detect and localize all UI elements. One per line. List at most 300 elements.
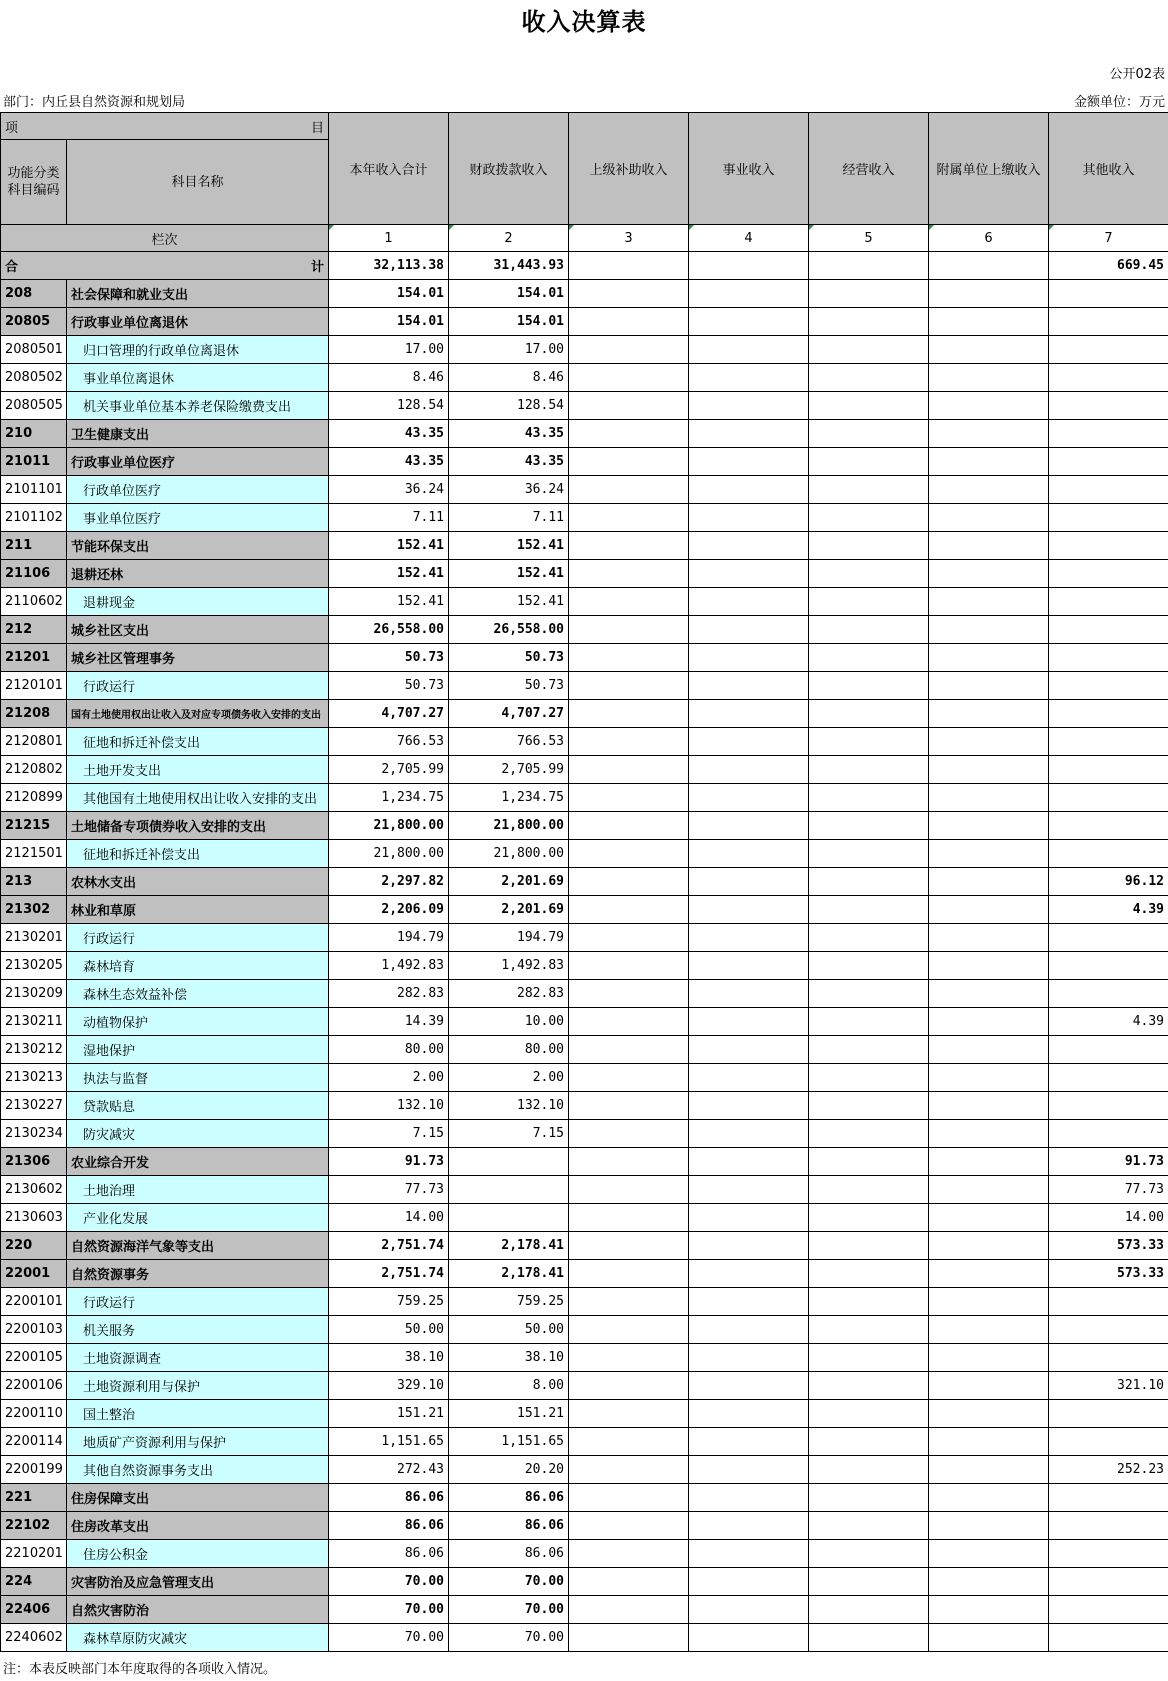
row-name: 国有土地使用权出让收入及对应专项债务收入安排的支出 xyxy=(67,700,329,728)
row-value xyxy=(689,588,809,616)
row-name: 土地治理 xyxy=(67,1176,329,1204)
row-value xyxy=(929,1176,1049,1204)
row-code: 22001 xyxy=(1,1260,67,1288)
row-value xyxy=(1049,616,1168,644)
total-label-left: 合 xyxy=(5,260,19,275)
total-value xyxy=(569,252,689,280)
row-value xyxy=(809,532,929,560)
row-value xyxy=(809,1092,929,1120)
row-value xyxy=(689,1624,809,1652)
row-code: 2130212 xyxy=(1,1036,67,1064)
row-value xyxy=(689,1344,809,1372)
row-name: 住房改革支出 xyxy=(67,1512,329,1540)
seq-number: 2 xyxy=(449,225,569,252)
row-name: 其他自然资源事务支出 xyxy=(67,1456,329,1484)
row-value: 321.10 xyxy=(1049,1372,1168,1400)
row-value xyxy=(809,728,929,756)
row-value xyxy=(569,616,689,644)
row-value xyxy=(569,560,689,588)
row-value: 14.39 xyxy=(329,1008,449,1036)
row-value xyxy=(1049,980,1168,1008)
table-row xyxy=(1,1512,1168,1540)
row-value xyxy=(1049,364,1168,392)
row-value xyxy=(929,980,1049,1008)
row-value: 573.33 xyxy=(1049,1232,1168,1260)
row-value: 132.10 xyxy=(449,1092,569,1120)
row-value xyxy=(689,784,809,812)
row-code: 21201 xyxy=(1,644,67,672)
row-value xyxy=(1049,812,1168,840)
seq-number: 3 xyxy=(569,225,689,252)
row-name: 行政运行 xyxy=(67,924,329,952)
seq-number: 1 xyxy=(329,225,449,252)
row-value xyxy=(929,532,1049,560)
row-value: 2,201.69 xyxy=(449,868,569,896)
row-name: 森林培育 xyxy=(67,952,329,980)
row-value xyxy=(569,1372,689,1400)
row-value xyxy=(569,728,689,756)
row-value: 70.00 xyxy=(449,1596,569,1624)
table-row xyxy=(1,1596,1168,1624)
row-value xyxy=(689,1428,809,1456)
total-label-right: 计 xyxy=(310,260,324,275)
row-value: 4.39 xyxy=(1049,896,1168,924)
row-code: 21106 xyxy=(1,560,67,588)
row-value xyxy=(569,756,689,784)
row-value: 2,297.82 xyxy=(329,868,449,896)
table-row xyxy=(1,672,1168,700)
row-value xyxy=(1049,672,1168,700)
row-code: 21011 xyxy=(1,448,67,476)
row-value xyxy=(569,1148,689,1176)
row-name: 自然资源海洋气象等支出 xyxy=(67,1232,329,1260)
row-code: 210 xyxy=(1,420,67,448)
row-name: 贷款贴息 xyxy=(67,1092,329,1120)
table-row xyxy=(1,1316,1168,1344)
row-name: 城乡社区支出 xyxy=(67,616,329,644)
row-value: 91.73 xyxy=(329,1148,449,1176)
row-value xyxy=(929,952,1049,980)
row-value: 1,234.75 xyxy=(329,784,449,812)
row-value: 1,234.75 xyxy=(449,784,569,812)
row-value xyxy=(689,1232,809,1260)
row-value: 70.00 xyxy=(329,1624,449,1652)
seq-number: 5 xyxy=(809,225,929,252)
row-value xyxy=(1049,532,1168,560)
row-value: 2,705.99 xyxy=(329,756,449,784)
row-value: 91.73 xyxy=(1049,1148,1168,1176)
row-value xyxy=(569,644,689,672)
row-value: 14.00 xyxy=(1049,1204,1168,1232)
row-value xyxy=(569,700,689,728)
row-value xyxy=(569,1540,689,1568)
row-name: 防灾减灾 xyxy=(67,1120,329,1148)
row-value xyxy=(809,924,929,952)
row-value: 282.83 xyxy=(329,980,449,1008)
row-value xyxy=(1049,840,1168,868)
row-value xyxy=(569,1288,689,1316)
row-value xyxy=(809,1372,929,1400)
row-value: 759.25 xyxy=(329,1288,449,1316)
row-value xyxy=(689,280,809,308)
row-value xyxy=(809,644,929,672)
row-value xyxy=(1049,1120,1168,1148)
row-code: 2130201 xyxy=(1,924,67,952)
row-code: 21208 xyxy=(1,700,67,728)
table-row xyxy=(1,952,1168,980)
row-value: 96.12 xyxy=(1049,868,1168,896)
row-value xyxy=(809,1344,929,1372)
row-value xyxy=(569,1568,689,1596)
row-value xyxy=(809,868,929,896)
row-name: 退耕现金 xyxy=(67,588,329,616)
row-value xyxy=(1049,392,1168,420)
total-value xyxy=(809,252,929,280)
row-value: 17.00 xyxy=(449,336,569,364)
row-value: 4,707.27 xyxy=(449,700,569,728)
row-code: 21215 xyxy=(1,812,67,840)
footnote: 注：本表反映部门本年度取得的各项收入情况。 xyxy=(3,1662,277,1677)
row-value xyxy=(689,392,809,420)
row-value: 21,800.00 xyxy=(449,840,569,868)
row-value xyxy=(809,1148,929,1176)
row-value xyxy=(689,1484,809,1512)
row-value: 21,800.00 xyxy=(329,840,449,868)
row-name: 森林生态效益补偿 xyxy=(67,980,329,1008)
row-value: 154.01 xyxy=(329,280,449,308)
row-value xyxy=(1049,560,1168,588)
table-row xyxy=(1,1176,1168,1204)
row-name: 农业综合开发 xyxy=(67,1148,329,1176)
table-row xyxy=(1,980,1168,1008)
row-value xyxy=(809,392,929,420)
table-row xyxy=(1,280,1168,308)
row-value xyxy=(689,868,809,896)
row-value xyxy=(929,1064,1049,1092)
row-value xyxy=(809,1176,929,1204)
row-value xyxy=(1049,784,1168,812)
row-value xyxy=(569,1512,689,1540)
row-value xyxy=(569,364,689,392)
row-name: 土地资源利用与保护 xyxy=(67,1372,329,1400)
col-header-2: 财政拨款收入 xyxy=(449,113,569,225)
row-value xyxy=(1049,476,1168,504)
row-value xyxy=(809,616,929,644)
row-name: 土地资源调查 xyxy=(67,1344,329,1372)
row-value xyxy=(929,280,1049,308)
row-value xyxy=(569,1204,689,1232)
row-value: 282.83 xyxy=(449,980,569,1008)
row-code: 2130209 xyxy=(1,980,67,1008)
row-value xyxy=(809,1624,929,1652)
row-value xyxy=(809,280,929,308)
row-value xyxy=(569,980,689,1008)
row-value xyxy=(929,616,1049,644)
table-row xyxy=(1,784,1168,812)
row-name: 机关事业单位基本养老保险缴费支出 xyxy=(67,392,329,420)
table-row xyxy=(1,1456,1168,1484)
row-value: 17.00 xyxy=(329,336,449,364)
row-value: 36.24 xyxy=(329,476,449,504)
table-row xyxy=(1,1484,1168,1512)
row-code: 2101102 xyxy=(1,504,67,532)
row-code: 2130234 xyxy=(1,1120,67,1148)
row-value xyxy=(1049,1540,1168,1568)
table-row xyxy=(1,728,1168,756)
row-value: 152.41 xyxy=(449,532,569,560)
row-code: 22406 xyxy=(1,1596,67,1624)
table-row xyxy=(1,1260,1168,1288)
row-value xyxy=(1049,1344,1168,1372)
table-row xyxy=(1,1204,1168,1232)
row-name: 退耕还林 xyxy=(67,560,329,588)
row-value xyxy=(689,336,809,364)
row-value xyxy=(569,1036,689,1064)
row-value xyxy=(569,392,689,420)
row-code: 2080502 xyxy=(1,364,67,392)
row-value xyxy=(809,812,929,840)
row-code: 2120802 xyxy=(1,756,67,784)
row-value xyxy=(1049,308,1168,336)
row-value xyxy=(689,1372,809,1400)
total-row xyxy=(1,252,1168,280)
table-row xyxy=(1,392,1168,420)
total-value: 32,113.38 xyxy=(329,252,449,280)
row-value xyxy=(569,532,689,560)
row-name: 行政运行 xyxy=(67,1288,329,1316)
total-label xyxy=(1,252,329,280)
row-value: 21,800.00 xyxy=(449,812,569,840)
seq-number: 7 xyxy=(1049,225,1168,252)
row-value: 128.54 xyxy=(449,392,569,420)
row-value xyxy=(1049,1428,1168,1456)
row-value xyxy=(809,980,929,1008)
row-value: 152.41 xyxy=(449,560,569,588)
row-code: 21302 xyxy=(1,896,67,924)
row-value xyxy=(689,700,809,728)
seq-number: 4 xyxy=(689,225,809,252)
row-code: 2210201 xyxy=(1,1540,67,1568)
row-name: 其他国有土地使用权出让收入安排的支出 xyxy=(67,784,329,812)
row-value xyxy=(689,1288,809,1316)
row-value xyxy=(929,1596,1049,1624)
row-value xyxy=(689,1596,809,1624)
row-value: 38.10 xyxy=(329,1344,449,1372)
row-value: 151.21 xyxy=(329,1400,449,1428)
row-code: 2200106 xyxy=(1,1372,67,1400)
row-value: 1,151.65 xyxy=(449,1428,569,1456)
row-value xyxy=(809,1512,929,1540)
col-header-7: 其他收入 xyxy=(1049,113,1168,225)
row-value: 766.53 xyxy=(329,728,449,756)
row-value xyxy=(689,504,809,532)
row-value xyxy=(929,1260,1049,1288)
row-value: 20.20 xyxy=(449,1456,569,1484)
row-value: 152.41 xyxy=(329,532,449,560)
row-code: 2240602 xyxy=(1,1624,67,1652)
row-value xyxy=(689,364,809,392)
row-value: 50.00 xyxy=(329,1316,449,1344)
row-name: 征地和拆迁补偿支出 xyxy=(67,728,329,756)
table-row xyxy=(1,1428,1168,1456)
row-value xyxy=(569,1624,689,1652)
row-value xyxy=(569,588,689,616)
row-code: 20805 xyxy=(1,308,67,336)
row-value xyxy=(929,1512,1049,1540)
row-value xyxy=(929,784,1049,812)
row-value: 154.01 xyxy=(449,280,569,308)
row-code: 221 xyxy=(1,1484,67,1512)
row-value xyxy=(1049,1400,1168,1428)
row-value xyxy=(569,1260,689,1288)
row-value xyxy=(689,1148,809,1176)
row-value xyxy=(569,1120,689,1148)
table-row xyxy=(1,896,1168,924)
row-name: 湿地保护 xyxy=(67,1036,329,1064)
row-value xyxy=(569,308,689,336)
row-value xyxy=(569,476,689,504)
row-name: 归口管理的行政单位离退休 xyxy=(67,336,329,364)
row-value xyxy=(929,1288,1049,1316)
row-value xyxy=(929,644,1049,672)
row-value xyxy=(569,336,689,364)
row-name: 社会保障和就业支出 xyxy=(67,280,329,308)
row-code: 2130211 xyxy=(1,1008,67,1036)
row-value xyxy=(809,560,929,588)
row-value xyxy=(929,364,1049,392)
row-code: 2120899 xyxy=(1,784,67,812)
row-value: 43.35 xyxy=(449,448,569,476)
row-code: 2130227 xyxy=(1,1092,67,1120)
row-value xyxy=(809,336,929,364)
row-value xyxy=(689,616,809,644)
row-code: 2200199 xyxy=(1,1456,67,1484)
row-value xyxy=(569,1064,689,1092)
row-value xyxy=(809,756,929,784)
row-value: 86.06 xyxy=(449,1540,569,1568)
row-code: 208 xyxy=(1,280,67,308)
row-code: 2080501 xyxy=(1,336,67,364)
row-value xyxy=(1049,952,1168,980)
row-value: 86.06 xyxy=(329,1512,449,1540)
table-row xyxy=(1,812,1168,840)
row-value xyxy=(809,1232,929,1260)
row-value: 50.73 xyxy=(449,644,569,672)
name-col-header: 科目名称 xyxy=(67,140,329,225)
row-value: 7.11 xyxy=(449,504,569,532)
row-value xyxy=(569,1344,689,1372)
row-value xyxy=(1049,1316,1168,1344)
row-value xyxy=(1049,504,1168,532)
row-value xyxy=(809,1428,929,1456)
row-value xyxy=(929,728,1049,756)
row-value xyxy=(449,1148,569,1176)
row-name: 卫生健康支出 xyxy=(67,420,329,448)
col-header-5: 经营收入 xyxy=(809,113,929,225)
row-value xyxy=(689,420,809,448)
col-header-4: 事业收入 xyxy=(689,113,809,225)
row-value: 2,705.99 xyxy=(449,756,569,784)
row-code: 2130603 xyxy=(1,1204,67,1232)
row-value: 2,751.74 xyxy=(329,1232,449,1260)
table-row xyxy=(1,1092,1168,1120)
row-value: 2,206.09 xyxy=(329,896,449,924)
row-code: 2200105 xyxy=(1,1344,67,1372)
row-value xyxy=(689,1120,809,1148)
row-name: 产业化发展 xyxy=(67,1204,329,1232)
row-value: 70.00 xyxy=(449,1568,569,1596)
row-value: 2.00 xyxy=(329,1064,449,1092)
row-value xyxy=(1049,280,1168,308)
row-value: 1,492.83 xyxy=(449,952,569,980)
row-value xyxy=(689,756,809,784)
row-value xyxy=(809,840,929,868)
row-value xyxy=(929,1484,1049,1512)
row-value: 1,151.65 xyxy=(329,1428,449,1456)
row-value: 7.11 xyxy=(329,504,449,532)
row-value: 8.00 xyxy=(449,1372,569,1400)
row-code: 2130213 xyxy=(1,1064,67,1092)
row-value xyxy=(1049,1512,1168,1540)
row-value: 43.35 xyxy=(329,420,449,448)
row-value: 8.46 xyxy=(329,364,449,392)
row-value: 272.43 xyxy=(329,1456,449,1484)
row-name: 征地和拆迁补偿支出 xyxy=(67,840,329,868)
code-col-header: 功能分类 科目编码 xyxy=(1,140,67,225)
row-name: 节能环保支出 xyxy=(67,532,329,560)
table-row xyxy=(1,476,1168,504)
row-value: 70.00 xyxy=(329,1568,449,1596)
row-value xyxy=(569,280,689,308)
row-name: 土地储备专项债券收入安排的支出 xyxy=(67,812,329,840)
row-value: 21,800.00 xyxy=(329,812,449,840)
row-value: 26,558.00 xyxy=(329,616,449,644)
row-value xyxy=(1049,420,1168,448)
row-value xyxy=(809,1596,929,1624)
row-value: 2.00 xyxy=(449,1064,569,1092)
row-value: 86.06 xyxy=(449,1512,569,1540)
row-value: 50.73 xyxy=(329,644,449,672)
row-name: 农林水支出 xyxy=(67,868,329,896)
table-row xyxy=(1,1344,1168,1372)
row-value: 252.23 xyxy=(1049,1456,1168,1484)
table-row xyxy=(1,308,1168,336)
table-row xyxy=(1,924,1168,952)
row-value: 1,492.83 xyxy=(329,952,449,980)
seq-number: 6 xyxy=(929,225,1049,252)
row-value: 128.54 xyxy=(329,392,449,420)
row-code: 212 xyxy=(1,616,67,644)
row-value xyxy=(809,364,929,392)
row-value xyxy=(689,644,809,672)
row-value xyxy=(569,1008,689,1036)
project-header xyxy=(1,113,329,140)
row-value xyxy=(929,1624,1049,1652)
row-value xyxy=(929,1568,1049,1596)
row-value xyxy=(1049,588,1168,616)
table-row xyxy=(1,756,1168,784)
row-name: 行政事业单位离退休 xyxy=(67,308,329,336)
row-value xyxy=(809,504,929,532)
row-value: 7.15 xyxy=(449,1120,569,1148)
row-code: 2080505 xyxy=(1,392,67,420)
row-value xyxy=(1049,1036,1168,1064)
col-header-3: 上级补助收入 xyxy=(569,113,689,225)
row-value xyxy=(809,1540,929,1568)
row-value xyxy=(569,784,689,812)
row-value xyxy=(689,1456,809,1484)
row-code: 21306 xyxy=(1,1148,67,1176)
